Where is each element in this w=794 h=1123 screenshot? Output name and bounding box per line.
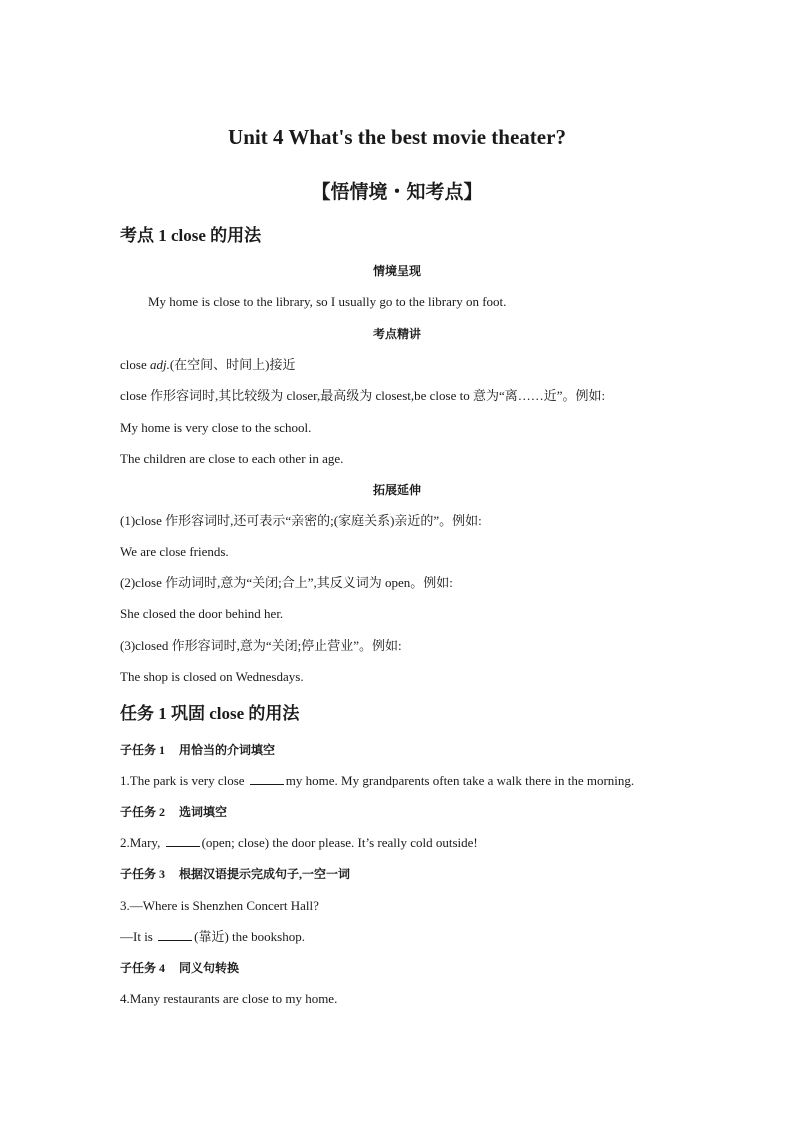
extension-3-example: The shop is closed on Wednesdays. bbox=[120, 669, 304, 684]
question-1 bbox=[120, 773, 634, 789]
subtask-4-text: 同义句转换 bbox=[179, 961, 240, 975]
subtask-4-label: 子任务 4 bbox=[120, 961, 166, 975]
subtask-3-label: 子任务 3 bbox=[120, 867, 166, 881]
subtask-3 bbox=[120, 866, 350, 882]
subtask-1-label: 子任务 1 bbox=[120, 743, 166, 757]
def-word: close bbox=[120, 357, 150, 372]
subtask-1-text: 用恰当的介词填空 bbox=[179, 743, 276, 757]
extension-2-example: She closed the door behind her. bbox=[120, 606, 284, 621]
answer-blank-3[interactable] bbox=[158, 930, 192, 941]
subtask-1 bbox=[120, 742, 275, 758]
def-meaning: (在空间、时间上)接近 bbox=[169, 357, 296, 372]
subtask-2-text: 选词填空 bbox=[179, 805, 228, 819]
question-3-post: (靠近) the bookshop. bbox=[194, 929, 305, 944]
answer-blank-1[interactable] bbox=[250, 774, 284, 785]
point1-heading: 考点 1 close 的用法 bbox=[120, 226, 262, 245]
task1-heading: 任务 1 巩固 close 的用法 bbox=[120, 704, 300, 723]
question-3-line-1: 3.—Where is Shenzhen Concert Hall? bbox=[120, 898, 319, 913]
subtask-2 bbox=[120, 804, 227, 820]
extension-3: (3)closed 作形容词时,意为“关闭;停止营业”。例如: bbox=[120, 638, 402, 653]
page-title: Unit 4 What's the best movie theater? bbox=[228, 125, 566, 149]
question-2-post: (open; close) the door please. It’s really cold outside! bbox=[201, 835, 478, 850]
rule-line: close 作形容词时,其比较级为 closer,最高级为 closest,be close to 意为“离……近”。例如: bbox=[120, 388, 606, 403]
question-2-pre: 2.Mary, bbox=[120, 835, 164, 850]
extension-1-example: We are close friends. bbox=[120, 544, 229, 559]
extend-label: 拓展延伸 bbox=[372, 483, 421, 497]
example-1: My home is very close to the school. bbox=[120, 420, 312, 435]
question-3-line-2 bbox=[120, 929, 305, 945]
scenario-label: 情境呈现 bbox=[372, 264, 421, 278]
subtask-4 bbox=[120, 960, 239, 976]
extension-1: (1)close 作形容词时,还可表示“亲密的;(家庭关系)亲近的”。例如: bbox=[120, 513, 482, 528]
answer-blank-2[interactable] bbox=[166, 836, 200, 847]
definition-line bbox=[120, 357, 296, 373]
def-pos: adj. bbox=[149, 357, 170, 372]
question-1-post: my home. My grandparents often take a walk there in the morning. bbox=[285, 773, 635, 788]
extension-2: (2)close 作动词时,意为“关闭;合上”,其反义词为 open。例如: bbox=[120, 575, 453, 590]
section-header: 【悟情境・知考点】 bbox=[311, 182, 483, 203]
subtask-2-label: 子任务 2 bbox=[120, 805, 166, 819]
question-2 bbox=[120, 835, 478, 851]
subtask-3-text: 根据汉语提示完成句子,一空一词 bbox=[179, 867, 351, 881]
question-3-pre: —It is bbox=[120, 929, 157, 944]
question-4: 4.Many restaurants are close to my home. bbox=[120, 991, 338, 1006]
question-1-pre: 1.The park is very close bbox=[120, 773, 248, 788]
explain-label: 考点精讲 bbox=[372, 327, 421, 341]
example-2: The children are close to each other in age. bbox=[120, 451, 344, 466]
scenario-text: My home is close to the library, so I usually go to the library on foot. bbox=[148, 294, 507, 309]
